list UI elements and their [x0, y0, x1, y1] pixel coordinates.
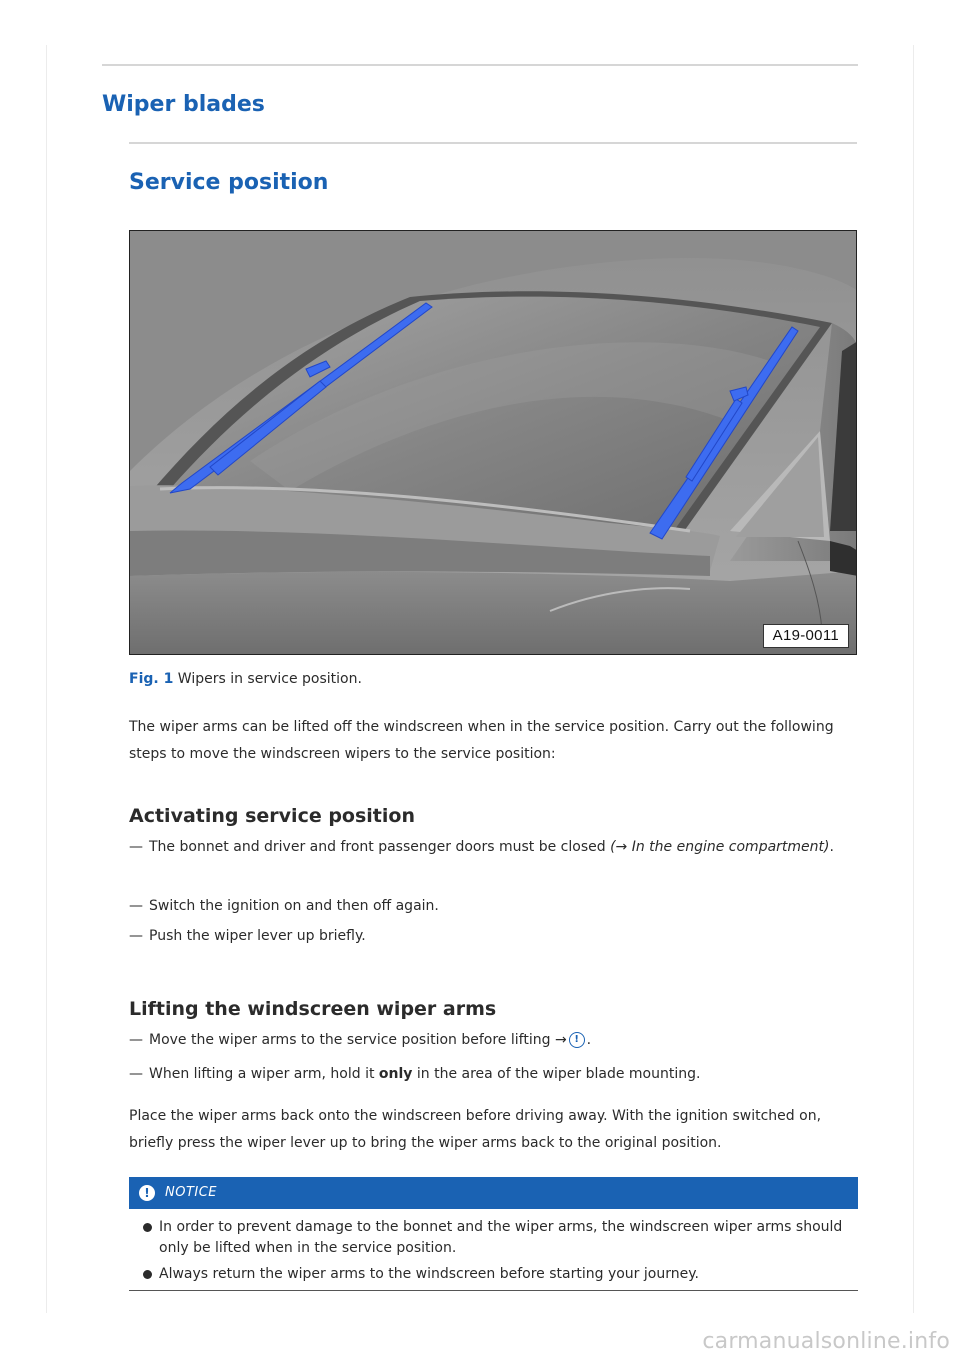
figure-caption: [129, 671, 362, 687]
step-text-post: in the area of the wiper blade mounting.: [412, 1066, 701, 1082]
outro-paragraph: Place the wiper arms back onto the windscreen before driving away. With the ignition switched on, briefly press the wiper lever up to bring the wiper arms back to the original position.: [129, 1108, 822, 1151]
cross-reference-link[interactable]: (→ In the engine compartment): [610, 839, 830, 855]
windscreen-illustration: [130, 231, 857, 655]
step-dash: —: [129, 1032, 143, 1048]
step-text: Move the wiper arms to the service position before lifting: [149, 1032, 551, 1048]
figure-caption-label: Fig. 1: [129, 671, 174, 687]
step-suffix: .: [829, 839, 834, 855]
lifting-heading: Lifting the windscreen wiper arms: [129, 998, 497, 1020]
notice-item-text: Always return the wiper arms to the windscreen before starting your journey.: [159, 1266, 699, 1282]
bullet-icon: [143, 1270, 152, 1279]
notice-header: [129, 1177, 858, 1209]
notice-item: [143, 1217, 843, 1259]
notice-item-text: In order to prevent damage to the bonnet and the wiper arms, the windscreen wiper arms should only be lifted when in the service position.: [159, 1219, 843, 1256]
notice-bottom-rule: [129, 1290, 858, 1291]
notice-item: [143, 1264, 843, 1285]
page-left-border: [46, 45, 47, 1313]
activating-step-2: [129, 892, 849, 920]
figure-code-label: A19-0011: [763, 624, 849, 648]
top-rule: [102, 64, 858, 66]
notice-label: NOTICE: [165, 1185, 218, 1200]
bullet-icon: [143, 1223, 152, 1232]
page-right-border: [913, 45, 914, 1313]
exclamation-icon: !: [139, 1185, 155, 1201]
wiper-service-figure: [129, 230, 857, 655]
step-suffix: .: [586, 1032, 592, 1048]
step-dash: —: [129, 898, 143, 914]
step-dash: —: [129, 839, 143, 855]
intro-paragraph: The wiper arms can be lifted off the windscreen when in the service position. Carry out the following steps to move the windscreen wipers to the service position:: [129, 719, 834, 762]
step-dash: —: [129, 1066, 143, 1082]
step-text-pre: When lifting a wiper arm, hold it: [149, 1066, 379, 1082]
activating-step-3: [129, 922, 849, 950]
figure-caption-text: Wipers in service position.: [177, 671, 362, 687]
lifting-step-2: [129, 1060, 849, 1088]
activating-step-1: [129, 833, 849, 861]
notice-reference-icon[interactable]: !: [569, 1032, 585, 1048]
step-text: Switch the ignition on and then off again.: [149, 898, 439, 914]
step-text-bold: only: [378, 1066, 413, 1082]
section-rule: [129, 142, 857, 144]
activating-heading: Activating service position: [129, 805, 415, 827]
watermark-text: carmanualsonline.info: [702, 1329, 950, 1354]
step-dash: —: [129, 928, 143, 944]
step-text: The bonnet and driver and front passenger doors must be closed: [149, 839, 611, 855]
step-text: Push the wiper lever up briefly.: [149, 928, 366, 944]
arrow-right-icon: →: [554, 1032, 567, 1048]
section-title: Service position: [129, 170, 329, 195]
lifting-step-1: [129, 1026, 849, 1054]
page-title: Wiper blades: [102, 92, 265, 117]
